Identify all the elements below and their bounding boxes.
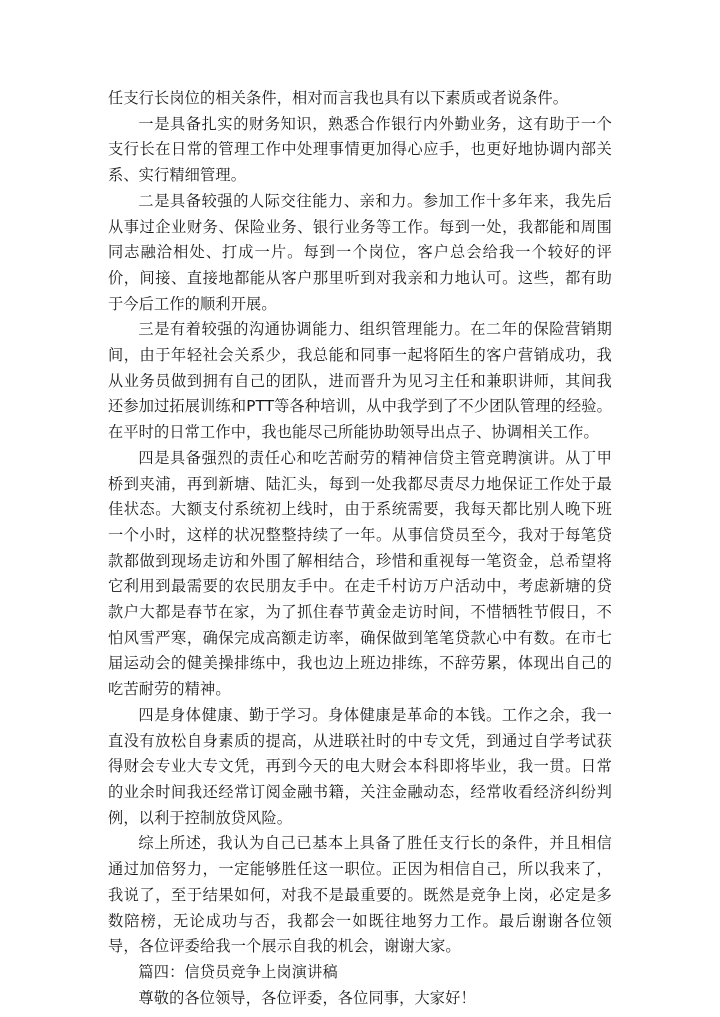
paragraph: 综上所述，我认为自己已基本上具备了胜任支行长的条件，并且相信通过加倍努力，一定能够胜任这一职位。正因为相信自己，所以我来了，我说了，至于结果如何，对我不是最重要的。既然是竞争上岗，必定是多数陪榜，无论成功与否，我都会一如既往地努力工作。最后谢谢各位领导，各位评委给我一个展示自我的机会，谢谢大家。 (108, 834, 612, 956)
paragraph: 任支行长岗位的相关条件，相对而言我也具有以下素质或者说条件。 (108, 89, 569, 107)
paragraph: 三是有着较强的沟通协调能力、组织管理能力。在二年的保险营销期间，由于年轻社会关系少，我总能和同事一起将陌生的客户营销成功，我从业务员做到拥有自己的团队，进而晋升为见习主任和兼职讲师，其间我还参加过拓展训练和PTT等各种培训，从中我学到了不少团队管理的经验。在平时的日常工作中，我也能尽己所能协助领导出点子、协调相关工作。 (108, 320, 612, 442)
paragraph: 四是具备强烈的责任心和吃苦耐劳的精神信贷主管竞聘演讲。从丁甲桥到夹浦，再到新塘、陆汇头，每到一处我都尽责尽力地保证工作处于最佳状态。大额支付系统初上线时，由于系统需要，我每天都比别人晚下班一个小时，这样的状况整整持续了一年。从事信贷员至今，我对于每笔贷款都做到现场走访和外围了解相结合，珍惜和重视每一笔资金，总希望将它利用到最需要的农民朋友手中。在走千村访万户活动中，考虑新塘的贷款户大都是春节在家，为了抓住春节黄金走访时间，不惜牺牲节假日，不怕风雪严寒，确保完成高额走访率，确保做到笔笔贷款心中有数。在市七届运动会的健美操排练中，我也边上班边排练，不辞劳累，体现出自己的吃苦耐劳的精神。 (108, 448, 612, 699)
salutation: 尊敬的各位领导，各位评委，各位同事，大家好！ (138, 988, 476, 1007)
paragraph: 二是具备较强的人际交往能力、亲和力。参加工作十多年来，我先后从事过企业财务、保险业务、银行业务等工作。每到一处，我都能和周围同志融洽相处、打成一片。每到一个岗位，客户总会给我一个较好的评价，间接、直接地都能从客户那里听到对我亲和力地认可。这些，都有助于今后工作的顺利开展。 (108, 191, 612, 313)
paragraph: 四是身体健康、勤于学习。身体健康是革命的本钱。工作之余，我一直没有放松自身素质的提高，从进联社时的中专文凭，到通过自学考试获得财会专业大专文凭，再到今天的电大财会本科即将毕业，我一贯。日常的业余时间我还经常订阅金融书籍，关注金融动态，经常收看经济纠纷判例，以利于控制放贷风险。 (108, 705, 612, 827)
section-heading: 篇四：信贷员竞争上岗演讲稿 (138, 962, 338, 981)
paragraph: 一是具备扎实的财务知识，熟悉合作银行内外勤业务，这有助于一个支行长在日常的管理工作中处理事情更加得心应手，也更好地协调内部关系、实行精细管理。 (108, 114, 612, 185)
